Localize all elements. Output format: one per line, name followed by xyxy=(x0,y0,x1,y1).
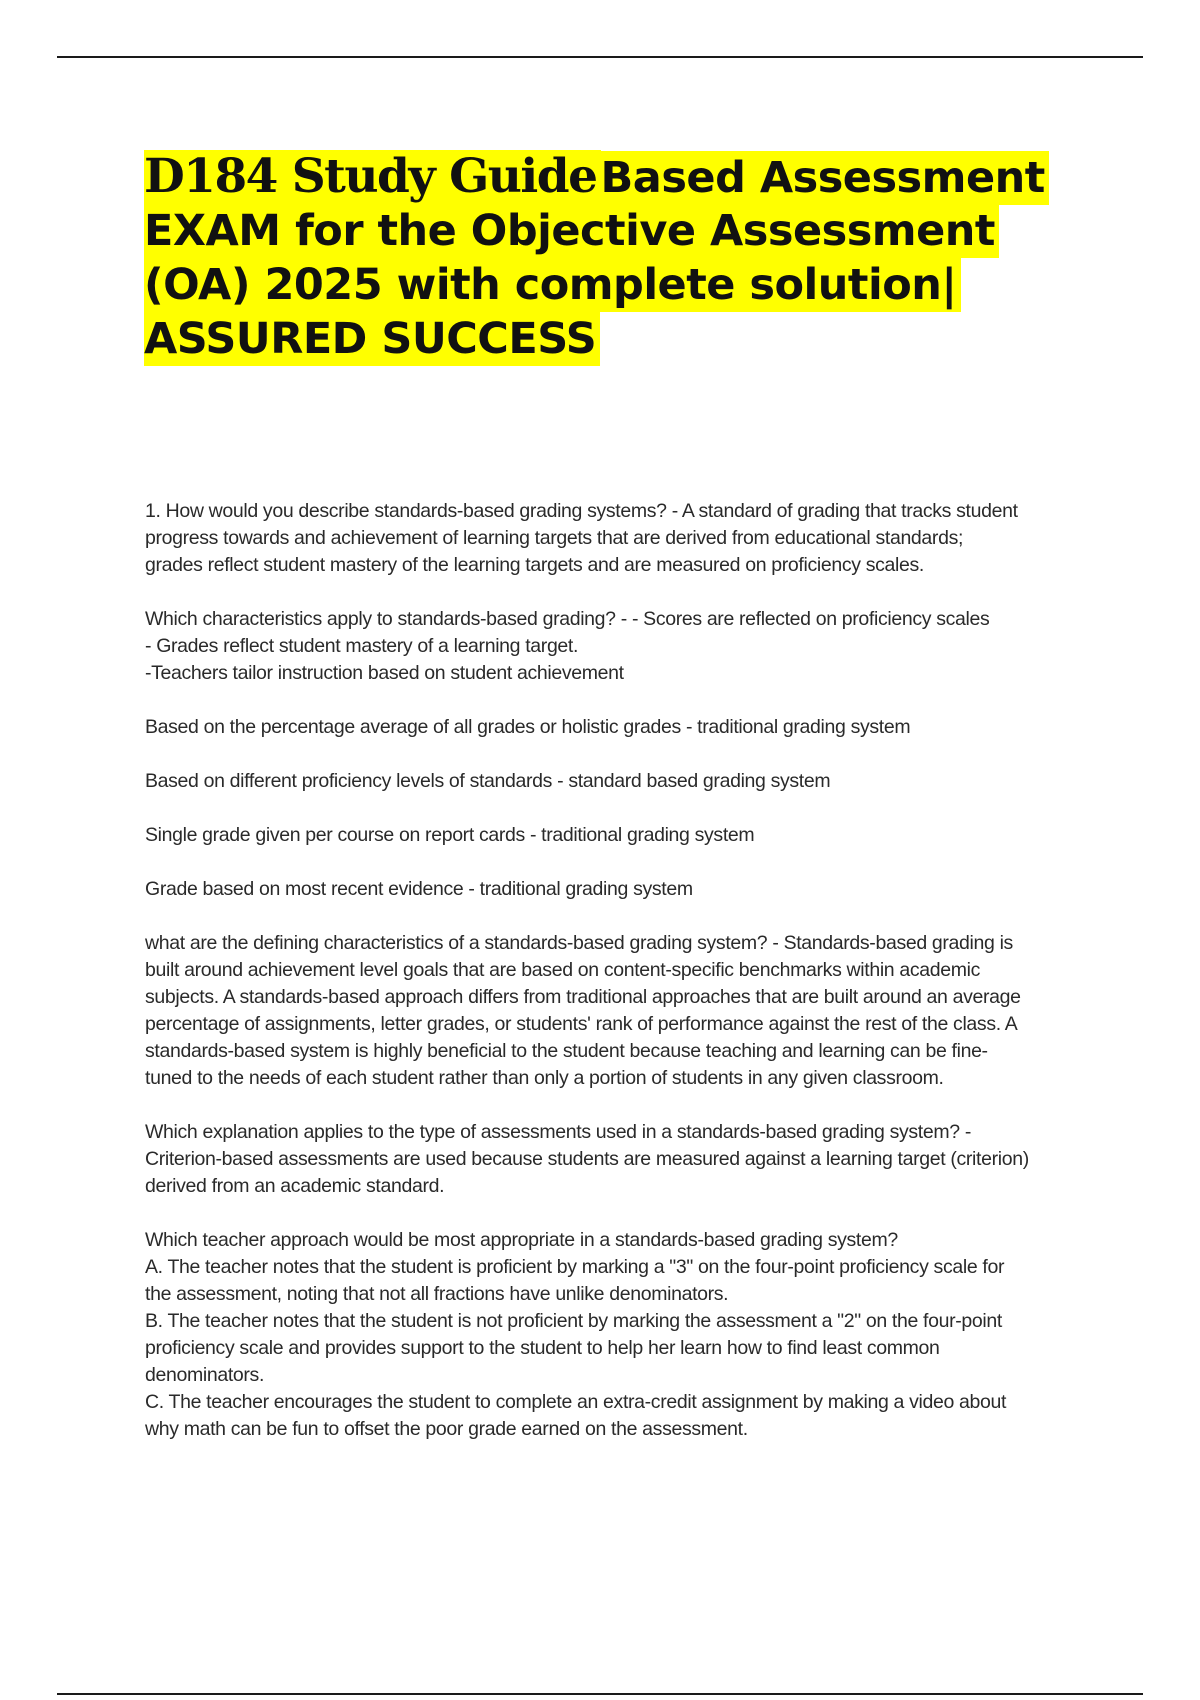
title-part-1: Based Assessment xyxy=(601,151,1049,205)
body-paragraph xyxy=(145,930,1095,1092)
title-part-4: ASSURED SUCCESS xyxy=(144,312,600,366)
title-line-3 xyxy=(144,258,1044,312)
paragraph-line: Single grade given per course on report cards - traditional grading system xyxy=(145,824,755,846)
paragraph-line: Which explanation applies to the type of assessments used in a standards-based grading system? - xyxy=(145,1121,971,1143)
body-paragraph xyxy=(145,498,1095,579)
paragraph-line: subjects. A standards-based approach differs from traditional approaches that are built around an average xyxy=(145,986,1021,1008)
paragraph-line: the assessment, noting that not all fractions have unlike denominators. xyxy=(145,1283,729,1305)
body-paragraph xyxy=(145,822,1095,849)
paragraph-line: grades reflect student mastery of the learning targets and are measured on proficiency scales. xyxy=(145,554,924,576)
body-paragraph xyxy=(145,606,1095,687)
paragraph-line: Which characteristics apply to standards-based grading? - - Scores are reflected on proficiency scales xyxy=(145,608,990,630)
paragraph-line: why math can be fun to offset the poor grade earned on the assessment. xyxy=(145,1418,748,1440)
body-paragraph xyxy=(145,768,1095,795)
paragraph-line: C. The teacher encourages the student to complete an extra-credit assignment by making a video about xyxy=(145,1391,1007,1413)
paragraph-line: A. The teacher notes that the student is proficient by marking a "3" on the four-point proficiency scale for xyxy=(145,1256,1005,1278)
title-part-2: EXAM for the Objective Assessment xyxy=(144,204,999,258)
paragraph-line: denominators. xyxy=(145,1364,265,1386)
body-paragraph xyxy=(145,714,1095,741)
paragraph-line: percentage of assignments, letter grades, or students' rank of performance against the rest of the class. A xyxy=(145,1013,1018,1035)
paragraph-line: progress towards and achievement of learning targets that are derived from educational standards; xyxy=(145,527,964,549)
paragraph-line: -Teachers tailor instruction based on student achievement xyxy=(145,662,624,684)
paragraph-line: - Grades reflect student mastery of a learning target. xyxy=(145,635,579,657)
document-body xyxy=(145,498,1095,1470)
title-line-2 xyxy=(144,204,1044,258)
paragraph-line: what are the defining characteristics of a standards-based grading system? - Standards-based grading is xyxy=(145,932,1013,954)
paragraph-line: proficiency scale and provides support to the student to help her learn how to find least common xyxy=(145,1337,940,1359)
title-line-1 xyxy=(144,150,1044,204)
paragraph-line: Grade based on most recent evidence - traditional grading system xyxy=(145,878,693,900)
document-title xyxy=(144,150,1044,366)
paragraph-line: tuned to the needs of each student rather than only a portion of students in any given classroom. xyxy=(145,1067,944,1089)
paragraph-line: Which teacher approach would be most appropriate in a standards-based grading system? xyxy=(145,1229,898,1251)
paragraph-line: B. The teacher notes that the student is not proficient by marking the assessment a "2" on the four-point xyxy=(145,1310,1002,1332)
paragraph-line: derived from an academic standard. xyxy=(145,1175,445,1197)
paragraph-line: standards-based system is highly beneficial to the student because teaching and learning can be fine- xyxy=(145,1040,988,1062)
title-line-4 xyxy=(144,312,1044,366)
paragraph-line: Based on different proficiency levels of standards - standard based grading system xyxy=(145,770,831,792)
title-part-3: (OA) 2025 with complete solution| xyxy=(144,258,961,312)
paragraph-line: Criterion-based assessments are used because students are measured against a learning target (criterion) xyxy=(145,1148,1029,1170)
bottom-rule xyxy=(57,1693,1143,1695)
body-paragraph xyxy=(145,876,1095,903)
title-course-code: D184 Study Guide xyxy=(144,150,601,204)
body-paragraph xyxy=(145,1227,1095,1443)
body-paragraph xyxy=(145,1119,1095,1200)
top-rule xyxy=(57,56,1143,58)
paragraph-line: 1. How would you describe standards-based grading systems? - A standard of grading that tracks student xyxy=(145,500,1018,522)
paragraph-line: Based on the percentage average of all grades or holistic grades - traditional grading system xyxy=(145,716,911,738)
paragraph-line: built around achievement level goals that are based on content-specific benchmarks within academic xyxy=(145,959,981,981)
